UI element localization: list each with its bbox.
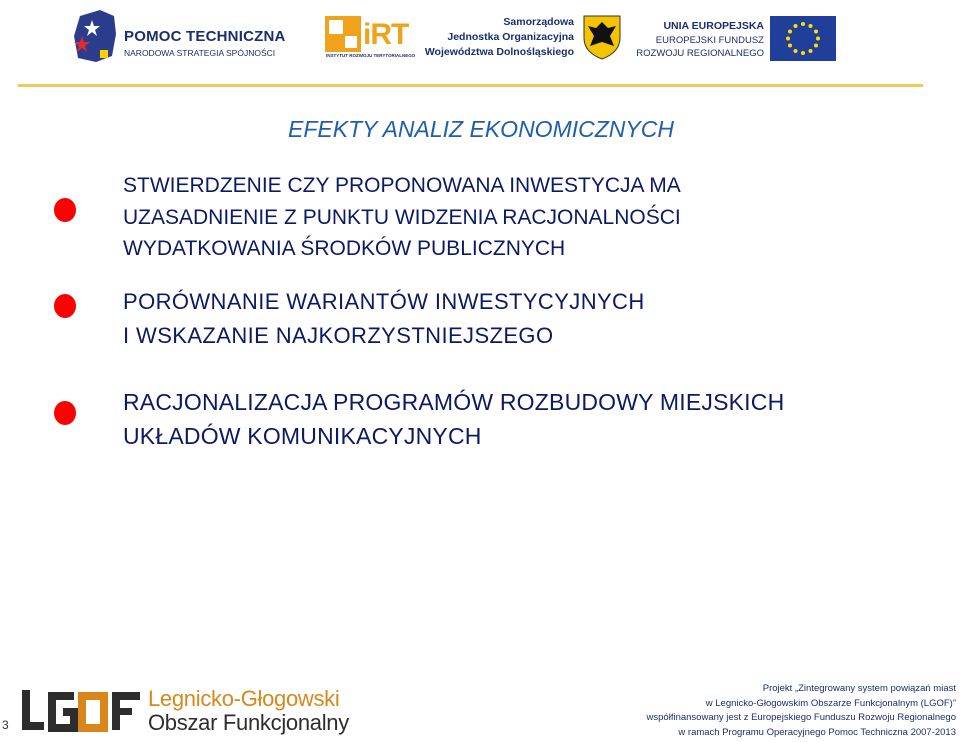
bullet-dot (54, 198, 76, 222)
ue-line-2: EUROPEJSKI FUNDUSZ (655, 35, 764, 46)
lgof-name-line-2: Obszar Funkcjonalny (148, 710, 349, 735)
bullet-item-1 (123, 170, 681, 265)
eu-flag-icon (770, 16, 836, 61)
samorzad-logo (424, 12, 630, 64)
lgof-letters-logo-icon (20, 684, 144, 740)
bullet-item-2 (123, 285, 645, 353)
irt-square-logo-icon (325, 16, 361, 52)
bullet-item-1-line-1: STWIERDZENIE CZY PROPONOWANA INWESTYCJA MA (123, 174, 681, 197)
samorzad-line-3: Województwa Dolnośląskiego (424, 46, 574, 58)
project-line-4: w ramach Programu Operacyjnego Pomoc Techniczna 2007-2013 (678, 726, 956, 738)
bullet-item-3 (123, 385, 784, 453)
ue-line-1: UNIA EUROPEJSKA (663, 20, 764, 32)
bullet-item-3-line-1: RACJONALIZACJA PROGRAMÓW ROZBUDOWY MIEJSKICH (123, 389, 785, 415)
lower-silesia-eagle-icon (582, 14, 622, 60)
header-divider (18, 84, 923, 87)
bullet-item-2-line-2: I WSKAZANIE NAJKORZYSTNIEJSZEGO (123, 323, 554, 348)
project-line-2: w Legnicko-Głogowskim Obszarze Funkcjonalnym (LGOF)” (705, 697, 956, 709)
samorzad-line-2: Jednostka Organizacyjna (447, 31, 574, 43)
page-number: 3 (2, 718, 9, 732)
bullet-item-2-line-1: PORÓWNANIE WARIANTÓW INWESTYCYJNYCH (123, 289, 645, 314)
lgof-logo (20, 684, 349, 742)
poland-map-stars-logo-icon (70, 6, 120, 66)
pomoc-techniczna-subtitle: NARODOWA STRATEGIA SPÓJNOŚCI (124, 48, 276, 58)
pomoc-techniczna-title: POMOC TECHNICZNA (124, 28, 286, 45)
irt-title: iRT (363, 18, 409, 51)
bullet-item-1-line-2: UZASADNIENIE Z PUNKTU WIDZENIA RACJONALNOŚCI (123, 205, 681, 229)
lgof-name-line-1: Legnicko-Głogowski (148, 686, 340, 711)
header-logos (0, 0, 960, 80)
samorzad-line-1: Samorządowa (503, 16, 574, 28)
bullet-dot (54, 294, 76, 318)
project-line-3: współfinansowany jest z Europejskiego Funduszu Rozwoju Regionalnego (646, 712, 956, 723)
pomoc-techniczna-logo (70, 6, 290, 66)
eu-logo (636, 16, 840, 64)
irt-subtitle: INSTYTUT ROZWOJU TERYTORIALNEGO (326, 53, 416, 58)
bullet-dot (54, 401, 76, 425)
irt-logo (325, 12, 425, 62)
project-footer-text (636, 682, 956, 740)
slide-title: EFEKTY ANALIZ EKONOMICZNYCH (288, 116, 674, 142)
project-line-1: Projekt „Zintegrowany system powiązań miast (762, 683, 956, 694)
bullet-item-1-line-3: WYDATKOWANIA ŚRODKÓW PUBLICZNYCH (123, 237, 566, 260)
bullet-item-3-line-2: UKŁADÓW KOMUNIKACYJNYCH (123, 423, 482, 449)
ue-line-3: ROZWOJU REGIONALNEGO (636, 48, 764, 59)
